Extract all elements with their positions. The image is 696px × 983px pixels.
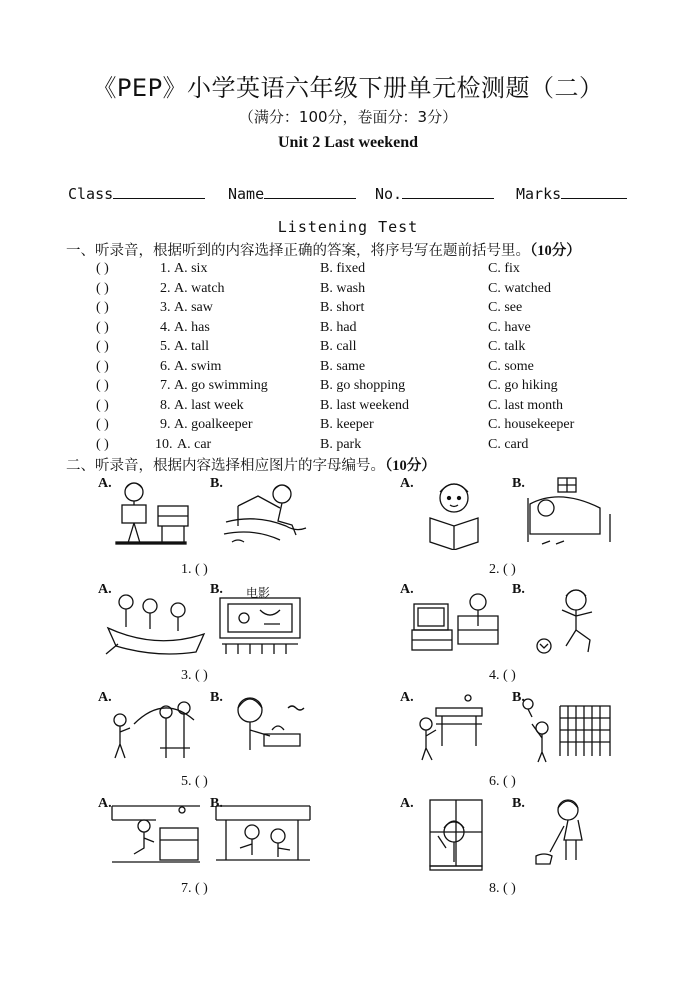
option-b: B. wash [320,280,366,296]
answer-bracket-4[interactable]: 4. ( ) [489,668,516,683]
section1-instruction [66,239,581,260]
option-a: A. last week [174,397,244,413]
answer-bracket[interactable]: ( ) [96,436,109,452]
option-a: A. tall [174,339,209,354]
option-c: C. talk [488,339,526,354]
question-row [0,376,696,396]
option-b: B. same [320,358,366,374]
question-number: 10. [155,436,173,452]
marks-field[interactable] [516,184,627,203]
question-row [0,337,696,357]
option-a-label: A. [400,476,414,491]
option-b-label: B. [210,476,223,491]
option-c: C. go hiking [488,378,558,393]
section2-text: 二、听录音，根据内容选择相应图片的字母编号。 [66,458,385,474]
option-a-label: A. [400,796,414,811]
option-a-label: A. [400,690,414,705]
question-number: 1. [160,261,171,276]
answer-bracket[interactable]: ( ) [96,378,109,393]
reading-picture [410,478,498,550]
option-c: C. housekeeper [488,417,575,432]
section2-instruction [66,454,436,475]
marks-blank[interactable] [561,184,627,199]
option-b-label: B. [210,582,223,597]
kitchen-a-picture [108,800,204,870]
computer-picture [408,586,504,658]
badminton-picture [520,696,616,764]
no-field[interactable] [375,184,494,203]
window-cleaning-picture [424,796,488,872]
option-b: B. fixed [320,261,366,276]
option-b: B. go shopping [320,378,406,393]
option-b: B. call [320,339,357,354]
sweeping-picture [532,796,602,872]
no-label: No. [375,185,403,203]
option-c: C. have [488,319,531,335]
question-number: 7. [160,378,171,393]
answer-bracket[interactable]: ( ) [96,339,109,354]
option-b-label: B. [512,582,525,597]
option-b-label: B. [512,690,525,705]
score-note: （满分：100分，卷面分：3分） [238,108,458,126]
answer-bracket-1[interactable]: 1. ( ) [181,562,208,577]
question-row [0,357,696,377]
option-a: A. go swimming [174,378,268,393]
page-title: 《PEP》小学英语六年级下册单元检测题（二） [92,74,604,102]
option-c: C. fix [488,261,520,276]
marks-label: Marks [516,185,562,203]
question-number: 5. [160,339,171,354]
answer-bracket[interactable]: ( ) [96,261,109,276]
option-b: B. had [320,319,357,335]
listening-header: Listening Test [277,218,419,236]
section2-score: （10分） [385,458,436,474]
option-b: B. last weekend [320,397,410,413]
option-b: B. park [320,436,362,452]
option-b: B. keeper [320,417,374,432]
cinema-sign: 电影 [246,586,271,600]
option-a-label: A. [98,690,112,705]
option-a-label: A. [98,476,112,491]
football-picture [530,584,610,660]
answer-bracket[interactable]: ( ) [96,358,109,374]
clean-room-picture [106,478,198,550]
option-b: B. short [320,300,365,315]
option-a: A. six [174,261,208,276]
boating-picture [104,588,206,660]
option-c: C. last month [488,397,564,413]
visiting-picture [104,696,208,762]
option-a: A. swim [174,358,222,374]
option-a: A. watch [174,280,225,296]
answer-bracket-3[interactable]: 3. ( ) [181,668,208,683]
option-a: A. car [177,436,212,452]
class-blank[interactable] [113,184,205,199]
name-blank[interactable] [264,184,356,199]
question-row [0,415,696,435]
option-b-label: B. [512,796,525,811]
option-c: C. watched [488,280,551,296]
option-a-label: A. [400,582,414,597]
cinema-picture [214,594,306,658]
answer-bracket[interactable]: ( ) [96,300,109,315]
question-number: 6. [160,358,171,374]
answer-bracket[interactable]: ( ) [96,319,109,335]
unit-title: Unit 2 Last weekend [277,134,418,151]
answer-bracket-6[interactable]: 6. ( ) [489,774,516,789]
question-row [0,259,696,279]
answer-bracket-2[interactable]: 2. ( ) [489,562,516,577]
name-field[interactable] [228,184,356,203]
answer-bracket[interactable]: ( ) [96,397,109,413]
section1-text: 一、听录音，根据听到的内容选择正确的答案，将序号写在题前括号里。 [66,243,530,259]
answer-bracket-5[interactable]: 5. ( ) [181,774,208,789]
answer-bracket[interactable]: ( ) [96,417,109,432]
name-label: Name [228,185,265,203]
answer-bracket-7[interactable]: 7. ( ) [181,881,208,896]
question-number: 9. [160,417,171,432]
question-number: 4. [160,319,171,335]
ping-pong-picture [412,690,492,764]
option-c: C. card [488,436,529,452]
option-b-label: B. [210,796,223,811]
question-row [0,318,696,338]
question-row [0,298,696,318]
option-a-label: A. [98,796,112,811]
answer-bracket-8[interactable]: 8. ( ) [489,881,516,896]
question-row [0,279,696,299]
option-a: A. goalkeeper [174,417,253,432]
fishing-picture [222,478,314,550]
question-row [0,396,696,416]
question-row [0,435,696,455]
option-c: C. see [488,300,523,315]
sleeping-picture [522,474,614,552]
no-blank[interactable] [402,184,494,199]
option-c: C. some [488,358,534,374]
section1-score: （10分） [530,243,581,259]
option-a: A. saw [174,300,213,315]
question-number: 2. [160,280,171,296]
cooking-picture [228,690,310,762]
option-a-label: A. [98,582,112,597]
question-number: 3. [160,300,171,315]
option-a: A. has [174,319,210,335]
class-label: Class [68,185,114,203]
kitchen-b-picture [212,800,314,870]
option-b-label: B. [512,476,525,491]
class-field[interactable] [68,184,205,203]
option-b-label: B. [210,690,223,705]
question-number: 8. [160,397,171,413]
answer-bracket[interactable]: ( ) [96,280,109,296]
